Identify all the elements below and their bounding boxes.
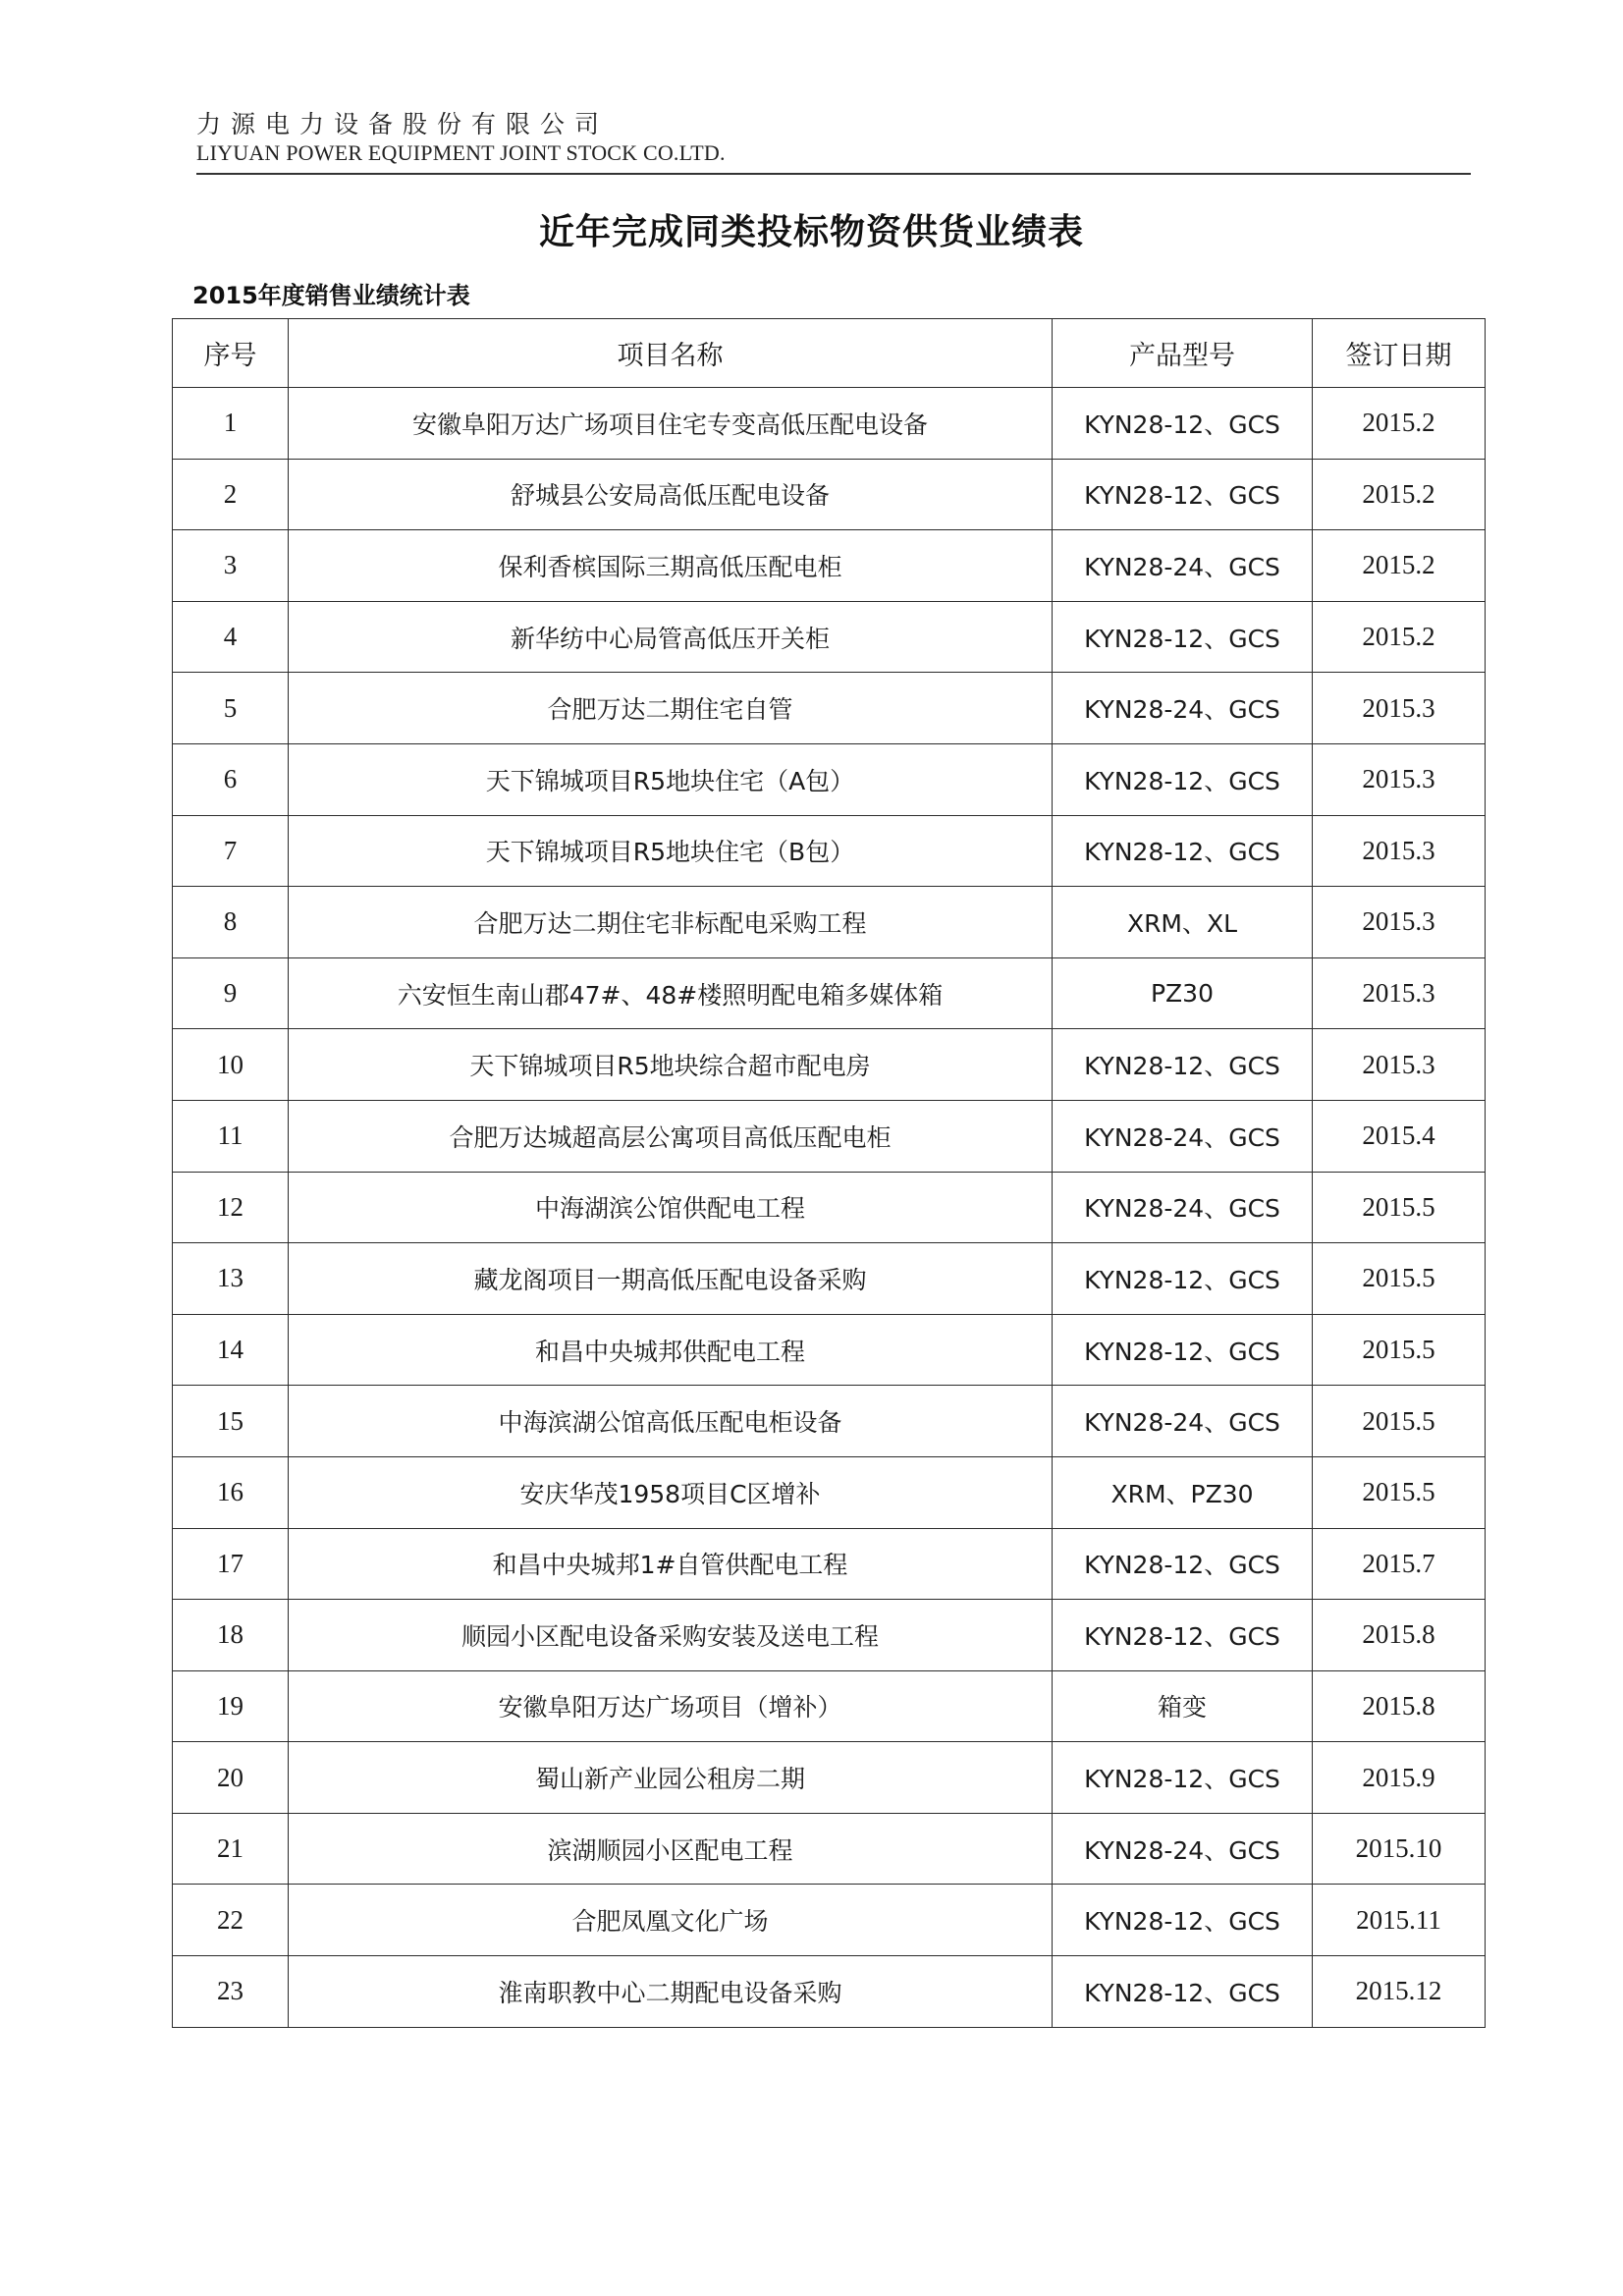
row-project-name: 安徽阜阳万达广场项目（增补） xyxy=(289,1670,1053,1742)
row-index: 19 xyxy=(173,1670,289,1742)
row-project-name: 中海湖滨公馆供配电工程 xyxy=(289,1172,1053,1243)
row-index: 14 xyxy=(173,1314,289,1386)
table-row xyxy=(173,1456,1486,1528)
row-product-model: KYN28-12、GCS xyxy=(1053,459,1313,530)
row-project-name: 顺园小区配电设备采购安装及送电工程 xyxy=(289,1600,1053,1671)
row-sign-date: 2015.5 xyxy=(1313,1243,1486,1315)
row-index: 16 xyxy=(173,1456,289,1528)
header-project-name: 项目名称 xyxy=(289,319,1053,388)
row-sign-date: 2015.11 xyxy=(1313,1885,1486,1956)
row-project-name: 安庆华茂1958项目C区增补 xyxy=(289,1456,1053,1528)
table-row xyxy=(173,1813,1486,1885)
row-product-model: KYN28-24、GCS xyxy=(1053,1172,1313,1243)
row-index: 20 xyxy=(173,1742,289,1814)
table-row xyxy=(173,1243,1486,1315)
row-index: 13 xyxy=(173,1243,289,1315)
row-sign-date: 2015.12 xyxy=(1313,1956,1486,2028)
row-product-model: KYN28-12、GCS xyxy=(1053,815,1313,887)
table-row xyxy=(173,1172,1486,1243)
row-index: 4 xyxy=(173,601,289,673)
table-caption: 2015年度销售业绩统计表 xyxy=(192,282,470,309)
row-sign-date: 2015.10 xyxy=(1313,1813,1486,1885)
row-product-model: KYN28-24、GCS xyxy=(1053,1813,1313,1885)
row-project-name: 合肥凤凰文化广场 xyxy=(289,1885,1053,1956)
row-product-model: KYN28-24、GCS xyxy=(1053,530,1313,602)
table-row xyxy=(173,1386,1486,1457)
row-sign-date: 2015.2 xyxy=(1313,388,1486,460)
table-row xyxy=(173,1100,1486,1172)
row-index: 11 xyxy=(173,1100,289,1172)
row-sign-date: 2015.3 xyxy=(1313,673,1486,744)
row-product-model: KYN28-12、GCS xyxy=(1053,1885,1313,1956)
table-row xyxy=(173,743,1486,815)
row-sign-date: 2015.4 xyxy=(1313,1100,1486,1172)
table-row xyxy=(173,1314,1486,1386)
row-sign-date: 2015.5 xyxy=(1313,1314,1486,1386)
row-project-name: 保利香槟国际三期高低压配电柜 xyxy=(289,530,1053,602)
row-project-name: 天下锦城项目R5地块综合超市配电房 xyxy=(289,1029,1053,1101)
row-product-model: KYN28-12、GCS xyxy=(1053,1029,1313,1101)
table-row xyxy=(173,1956,1486,2028)
header-sign-date: 签订日期 xyxy=(1313,319,1486,388)
table-row xyxy=(173,1670,1486,1742)
row-product-model: 箱变 xyxy=(1053,1670,1313,1742)
row-index: 9 xyxy=(173,957,289,1029)
row-product-model: KYN28-24、GCS xyxy=(1053,1100,1313,1172)
sales-performance-table xyxy=(172,318,1486,2028)
row-index: 21 xyxy=(173,1813,289,1885)
row-project-name: 合肥万达城超高层公寓项目高低压配电柜 xyxy=(289,1100,1053,1172)
row-project-name: 天下锦城项目R5地块住宅（B包） xyxy=(289,815,1053,887)
row-product-model: KYN28-12、GCS xyxy=(1053,601,1313,673)
row-product-model: KYN28-12、GCS xyxy=(1053,1314,1313,1386)
table-header-row xyxy=(173,319,1486,388)
row-index: 2 xyxy=(173,459,289,530)
row-product-model: KYN28-12、GCS xyxy=(1053,743,1313,815)
header-rule xyxy=(196,173,1471,175)
row-sign-date: 2015.5 xyxy=(1313,1386,1486,1457)
row-product-model: XRM、XL xyxy=(1053,887,1313,958)
row-project-name: 六安恒生南山郡47#、48#楼照明配电箱多媒体箱 xyxy=(289,957,1053,1029)
row-product-model: KYN28-12、GCS xyxy=(1053,1600,1313,1671)
table-row xyxy=(173,673,1486,744)
row-index: 1 xyxy=(173,388,289,460)
table-row xyxy=(173,388,1486,460)
table-row xyxy=(173,601,1486,673)
row-product-model: XRM、PZ30 xyxy=(1053,1456,1313,1528)
row-sign-date: 2015.3 xyxy=(1313,1029,1486,1101)
row-sign-date: 2015.9 xyxy=(1313,1742,1486,1814)
letterhead xyxy=(196,110,1473,167)
table-row xyxy=(173,887,1486,958)
row-sign-date: 2015.3 xyxy=(1313,743,1486,815)
row-sign-date: 2015.3 xyxy=(1313,815,1486,887)
row-index: 7 xyxy=(173,815,289,887)
table-row xyxy=(173,1742,1486,1814)
table-row xyxy=(173,530,1486,602)
row-index: 3 xyxy=(173,530,289,602)
row-product-model: KYN28-24、GCS xyxy=(1053,673,1313,744)
company-name-en: LIYUAN POWER EQUIPMENT JOINT STOCK CO.LTD. xyxy=(196,140,726,165)
row-sign-date: 2015.7 xyxy=(1313,1528,1486,1600)
row-index: 18 xyxy=(173,1600,289,1671)
row-project-name: 滨湖顺园小区配电工程 xyxy=(289,1813,1053,1885)
row-project-name: 天下锦城项目R5地块住宅（A包） xyxy=(289,743,1053,815)
table-row xyxy=(173,1885,1486,1956)
row-sign-date: 2015.8 xyxy=(1313,1600,1486,1671)
document-title: 近年完成同类投标物资供货业绩表 xyxy=(538,212,1084,252)
table-row xyxy=(173,1029,1486,1101)
row-project-name: 和昌中央城邦供配电工程 xyxy=(289,1314,1053,1386)
row-project-name: 中海滨湖公馆高低压配电柜设备 xyxy=(289,1386,1053,1457)
row-product-model: KYN28-12、GCS xyxy=(1053,1742,1313,1814)
row-index: 22 xyxy=(173,1885,289,1956)
row-product-model: KYN28-12、GCS xyxy=(1053,1956,1313,2028)
company-name-cn: 力源电力设备股份有限公司 xyxy=(196,110,610,138)
row-index: 8 xyxy=(173,887,289,958)
row-index: 23 xyxy=(173,1956,289,2028)
row-project-name: 舒城县公安局高低压配电设备 xyxy=(289,459,1053,530)
row-sign-date: 2015.3 xyxy=(1313,957,1486,1029)
table-row xyxy=(173,815,1486,887)
row-index: 10 xyxy=(173,1029,289,1101)
row-project-name: 新华纺中心局管高低压开关柜 xyxy=(289,601,1053,673)
row-product-model: KYN28-12、GCS xyxy=(1053,388,1313,460)
row-index: 15 xyxy=(173,1386,289,1457)
row-product-model: PZ30 xyxy=(1053,957,1313,1029)
row-sign-date: 2015.5 xyxy=(1313,1456,1486,1528)
row-project-name: 安徽阜阳万达广场项目住宅专变高低压配电设备 xyxy=(289,388,1053,460)
row-sign-date: 2015.2 xyxy=(1313,530,1486,602)
row-project-name: 和昌中央城邦1#自管供配电工程 xyxy=(289,1528,1053,1600)
table-row xyxy=(173,459,1486,530)
row-sign-date: 2015.5 xyxy=(1313,1172,1486,1243)
table-row xyxy=(173,957,1486,1029)
row-product-model: KYN28-24、GCS xyxy=(1053,1386,1313,1457)
row-index: 17 xyxy=(173,1528,289,1600)
row-project-name: 蜀山新产业园公租房二期 xyxy=(289,1742,1053,1814)
row-product-model: KYN28-12、GCS xyxy=(1053,1528,1313,1600)
row-sign-date: 2015.8 xyxy=(1313,1670,1486,1742)
row-index: 6 xyxy=(173,743,289,815)
row-project-name: 合肥万达二期住宅非标配电采购工程 xyxy=(289,887,1053,958)
row-project-name: 藏龙阁项目一期高低压配电设备采购 xyxy=(289,1243,1053,1315)
row-project-name: 淮南职教中心二期配电设备采购 xyxy=(289,1956,1053,2028)
row-index: 5 xyxy=(173,673,289,744)
row-sign-date: 2015.2 xyxy=(1313,459,1486,530)
row-sign-date: 2015.3 xyxy=(1313,887,1486,958)
row-index: 12 xyxy=(173,1172,289,1243)
header-product-model: 产品型号 xyxy=(1053,319,1313,388)
row-project-name: 合肥万达二期住宅自管 xyxy=(289,673,1053,744)
row-sign-date: 2015.2 xyxy=(1313,601,1486,673)
row-product-model: KYN28-12、GCS xyxy=(1053,1243,1313,1315)
header-index: 序号 xyxy=(173,319,289,388)
table-row xyxy=(173,1528,1486,1600)
table-row xyxy=(173,1600,1486,1671)
